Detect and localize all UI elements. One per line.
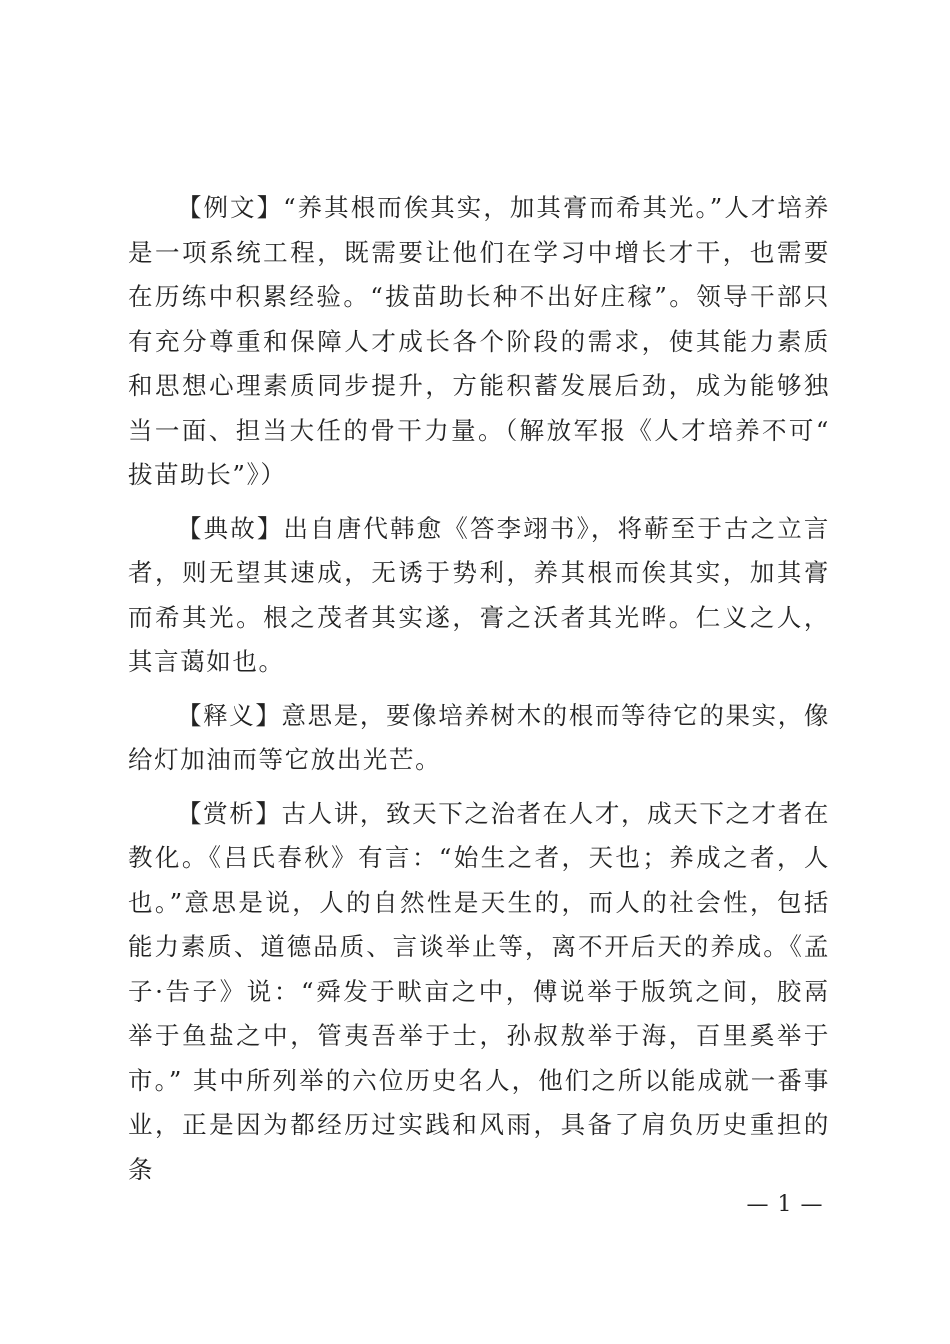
allusion-paragraph xyxy=(128,507,830,685)
allusion-text: 出自唐代韩愈《答李翊书》，将蕲至于古之立言者，则无望其速成，无诱于势利，养其根而俟其实，加其膏而希其光。根之茂者其实遂，膏之沃者其光晔。仁义之人，其言蔼如也。 xyxy=(128,513,830,676)
example-label: 【例文】 xyxy=(177,193,284,222)
document-body xyxy=(128,186,830,1201)
meaning-paragraph xyxy=(128,694,830,783)
meaning-text: 意思是，要像培养树木的根而等待它的果实，像给灯加油而等它放出光芒。 xyxy=(128,700,830,774)
meaning-label: 【释义】 xyxy=(177,700,282,730)
appreciation-paragraph xyxy=(128,792,830,1193)
example-paragraph xyxy=(128,186,830,498)
appreciation-label: 【赏析】 xyxy=(177,798,282,828)
page-number: — 1 — xyxy=(746,1192,824,1217)
appreciation-text: 古人讲，致天下之治者在人才，成天下之才者在教化。《吕氏春秋》有言：“始生之者，天也；养成之者，人也。”意思是说，人的自然性是天生的，而人的社会性，包括能力素质、道德品质、言谈举止等，离不开后天的养成。《孟子·告子》说：“舜发于畎亩之中，傅说举于版筑之间，胶鬲举于鱼盐之中，管夷吾举于士，孙叔敖举于海，百里奚举于市。” 其中所列举的六位历史名人，他们之所以能成就一番事业，正是因为都经历过实践和风雨，具备了肩负历史重担的条 xyxy=(128,798,830,1184)
allusion-label: 【典故】 xyxy=(177,513,284,543)
example-text: “养其根而俟其实，加其膏而希其光。”人才培养是一项系统工程，既需要让他们在学习中增长才干，也需要在历练中积累经验。“拔苗助长种不出好庄稼”。领导干部只有充分尊重和保障人才成长各个阶段的需求，使其能力素质和思想心理素质同步提升，方能积蓄发展后劲，成为能够独当一面、担当大任的骨干力量。（解放军报《人才培养不可“拔苗助长”》） xyxy=(128,193,831,489)
